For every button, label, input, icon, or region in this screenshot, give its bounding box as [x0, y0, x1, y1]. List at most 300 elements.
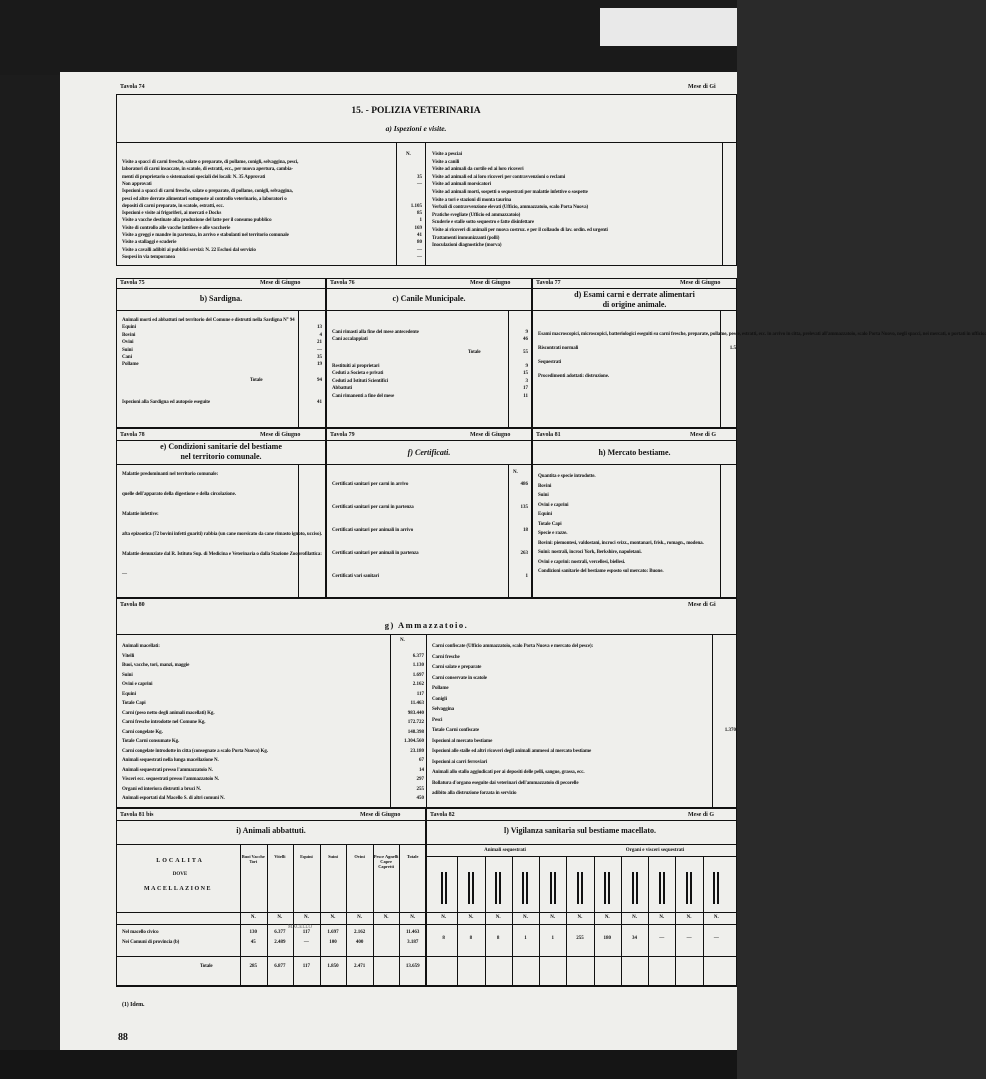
t79-col-n: N. [513, 470, 518, 475]
a-left-value: 1.105 [410, 203, 422, 209]
t82-mese: Mese di G [688, 812, 714, 818]
t80-right-value: 1.370 [724, 728, 736, 733]
t78-row: quelle dell'apparato della digestione e della circolazione. [122, 492, 236, 497]
t82-cell: 8 [496, 936, 500, 941]
t79-row: Certificati vari sanitari [332, 574, 379, 579]
t82-cell: — [686, 936, 692, 941]
t82-column-header-glyph [577, 872, 583, 904]
t78-title-1: e) Condizioni sanitarie del bestiame [160, 442, 282, 451]
t81-row: Ovini e caprini [538, 502, 569, 508]
t82-cell: 1 [524, 936, 527, 941]
section-a-title: a) Ispezioni e visite. [385, 124, 447, 133]
divider [116, 820, 737, 821]
a-right-row: Visite ad animali da cortile ed ai loro ricoveri [432, 167, 524, 173]
t77-title-2: di origine animale. [602, 300, 667, 309]
scan-light-patch [600, 8, 737, 46]
t81bis-cell: — [303, 940, 309, 945]
t80-right-row: Animali allo stallo aggiudicati per ai depositi delle pelli, sangue, grassa, ecc. [432, 770, 585, 775]
t81-row: Equini [538, 512, 552, 517]
a-right-row: Visite ad animali morsicatori [432, 182, 491, 188]
a-right-row: Trattamenti immunizzanti (polli) [432, 235, 500, 241]
t79-row: Certificati sanitari per animali in partenza [332, 551, 419, 556]
divider [390, 634, 391, 808]
t82-col-unit: N. [713, 915, 719, 920]
t76-title: c) Canile Municipale. [392, 294, 466, 303]
t75-value: 4 [319, 332, 322, 338]
t75-value: 35 [317, 355, 322, 360]
divider [720, 310, 721, 428]
t82-group-1: Animali sequestrati [484, 848, 526, 853]
t80-right-row: Selvaggina [432, 707, 455, 712]
t80-left-value: 148.398 [407, 729, 424, 735]
divider [426, 634, 427, 808]
t79-value: 263 [520, 551, 528, 556]
a-left-row: Visite a stallaggi e scuderie [122, 240, 177, 246]
t80-left-value: 255 [416, 786, 424, 792]
t82-column-header-glyph [495, 872, 501, 904]
divider [512, 856, 513, 986]
t80-right-row: Pesci [432, 717, 443, 723]
page-number: 88 [118, 1032, 128, 1043]
footnote: (1) Idem. [122, 1002, 145, 1008]
t80-left-row: Animali sequestrati nella lunga macellazione N. [122, 758, 219, 763]
t80-left-row: Totale Carni consumate Kg. [122, 739, 180, 744]
a-left-value: 169 [414, 225, 422, 231]
t81bis-row-label: Nel macello civico [122, 930, 159, 935]
divider [116, 310, 737, 311]
t75-title: b) Sardigna. [199, 294, 243, 303]
t80-left-row: Buoi, vacche, tori, manzi, maggie [122, 663, 190, 668]
t82-cell: 34 [632, 936, 638, 941]
t77-row: Sequestrati [538, 360, 562, 365]
divider [425, 142, 426, 266]
divider [426, 856, 737, 857]
divider [566, 856, 567, 986]
t76-b-row: Cani rimanenti a fine del mese [332, 393, 395, 399]
divider [298, 310, 299, 428]
t78-row: Malattie predominanti nel territorio comunale: [122, 472, 219, 477]
divider [508, 310, 509, 428]
t76-b-row: Ceduti ad Istituti Scientifici [332, 378, 389, 384]
t80-left-row: Suini [122, 672, 133, 678]
t81-row: Suini [538, 493, 549, 498]
divider [712, 634, 713, 808]
divider [539, 856, 540, 986]
t82-cell: 1 [551, 936, 554, 941]
divider [594, 856, 595, 986]
divider [508, 464, 509, 598]
t81bis-total-cell: 1.850 [327, 964, 339, 969]
t78-row: — [122, 572, 127, 577]
t82-tav: Tavola 82 [430, 812, 455, 818]
a-left-value: 41 [417, 233, 422, 238]
t80-left-row: Carni congelate Kg. [122, 729, 163, 735]
t80-left-value: 2.162 [412, 682, 424, 687]
t81bis-totale-label: Totale [200, 964, 213, 969]
t75-row: Ovini [122, 340, 134, 346]
t81bis-col-header: Suini [328, 854, 338, 859]
a-left-row: Visite a spacci di carni fresche, salate o preparate, di pollame, conigli, selvaggina, pesci, [122, 160, 299, 165]
t81-row: Specie e razze. [538, 531, 568, 536]
t80-left-value: 23.180 [410, 748, 424, 754]
t77-mese: Mese di Giugno [680, 280, 721, 286]
t78-mese: Mese di Giugno [260, 432, 301, 438]
t77-value: 1.5 [729, 346, 736, 351]
t81-title: h) Mercato bestiame. [598, 448, 671, 457]
t81bis-col-unit: N. [303, 915, 309, 920]
t81bis-col-unit: N. [330, 915, 336, 920]
t82-cell: — [713, 936, 719, 941]
main-title: 15. - POLIZIA VETERINARIA [351, 106, 481, 116]
t81bis-hdr-macellazione: MACELLAZIONE [143, 886, 212, 892]
a-left-value: 35 [417, 174, 422, 180]
t80-left-value: 14 [419, 767, 424, 773]
t80-right-row: Ispezioni al mercato bestiame [432, 738, 493, 744]
t82-column-header-glyph [713, 872, 719, 904]
t81bis-col-header: Vitelli [274, 854, 286, 859]
t80-left-row: Animali esportati dal Macello S. di altri comuni N. [122, 796, 225, 801]
t78-title-2: nel territorio comunale. [180, 452, 262, 461]
a-right-row: Visite a pesciai [432, 152, 462, 157]
a-right-row: Visite ad animali ed ai loro ricoveri per contravvenzioni o reclami [432, 174, 566, 180]
t80-left-value: 172.722 [407, 720, 424, 725]
a-left-row: Sospesi in via temporanea [122, 254, 175, 260]
t75-value: 19 [317, 362, 322, 368]
t76-b-value: 17 [523, 386, 528, 392]
t82-cell: 8 [469, 936, 473, 941]
t81bis-col-header: Totale [406, 854, 419, 859]
t77-row: Procedimenti adottati: distruzione. [538, 374, 609, 379]
t81bis-total-cell: 2.471 [353, 964, 366, 969]
t80-mese: Mese di Gi [688, 602, 716, 608]
divider [621, 856, 622, 986]
a-right-row: Visite ad animali morti, sospetti o sequestrati per malattie infettive o sospette [432, 190, 588, 195]
a-left-row: pesci ed altre derrate alimentari sottoposte al controllo veterinario, a laboratori o [122, 196, 287, 202]
t81bis-col-unit: N. [277, 915, 283, 920]
t81bis-hdr-dove: DOVE [172, 872, 188, 877]
t76-totale-label: Totale [468, 350, 481, 355]
t80-right-row: Carni fresche [432, 654, 460, 660]
a-left-value: 85 [417, 211, 422, 217]
t82-cell: — [659, 936, 665, 941]
t80-right-row: Pollame [432, 686, 449, 691]
divider [116, 288, 737, 289]
a-left-row: laboratori di carni insaccate, in scatole, di estratti, ecc., per nuova apertura, cambia- [122, 167, 293, 173]
t80-left-row: Animali sequestrati presso l'ammazzatoio N. [122, 767, 213, 773]
t80-right-row: Ispezioni alle stalle ed altri ricoveri degli animali ammessi al mercato bestiame [432, 749, 592, 754]
a-left-row: Visite a cavalli adibiti ai pubblici servizi: N. 22 Esclusi dal servizio [122, 247, 256, 253]
t75-row: Animali morti ed abbattuti nel territorio del Comune e distrutti nella Sardigna N° 94 [122, 318, 295, 323]
t75-mese: Mese di Giugno [260, 280, 301, 286]
t75-row: Cani [122, 355, 132, 360]
t81bis-col-unit: N. [357, 915, 362, 920]
t82-column-header-glyph [550, 872, 556, 904]
t82-col-unit: N. [441, 915, 447, 920]
scan-dark-border-left [0, 0, 60, 1079]
t82-col-unit: N. [577, 915, 583, 920]
t81bis-col-header: Pesce Agnelli Capre Capretti [373, 854, 399, 869]
a-col-n: N. [406, 152, 411, 157]
t81bis-hdr-localita: LOCALITA [156, 858, 204, 864]
divider [675, 856, 676, 986]
t80-title: g) Ammazzatoio. [384, 620, 469, 630]
t81bis-total-cell: 117 [302, 964, 311, 969]
t80-left-value: 1.130 [412, 663, 424, 668]
t80-left-value: 6.377 [412, 653, 424, 659]
t81-mese: Mese di G [690, 432, 716, 438]
t76-value: 46 [523, 337, 528, 343]
t80-right-row: Carni confiscate (Ufficio ammazzatoio, scalo Porta Nuova e mercato del pesce): [432, 644, 594, 649]
t80-left-row: Equini [122, 691, 136, 697]
t80-left-value: 1.304.560 [404, 739, 424, 744]
t79-value: 1 [525, 574, 528, 579]
t81bis-cell: 1.697 [327, 930, 339, 935]
t81-tav: Tavola 81 [536, 432, 561, 438]
a-left-value: 80 [417, 240, 422, 246]
document-page [60, 72, 986, 1062]
t75-row: Bovini [122, 332, 136, 338]
divider [116, 844, 737, 845]
t81bis-cell: 3.187 [407, 940, 419, 945]
divider [722, 142, 723, 266]
t82-column-header-glyph [686, 872, 692, 904]
t76-b-value: 11 [523, 393, 528, 399]
a-left-value: — [417, 181, 422, 187]
t80-right-row: Conigli [432, 696, 447, 702]
t80-left-value: 450 [416, 796, 424, 801]
t80-left-value: 67 [419, 758, 424, 763]
t75-row: Pollame [122, 362, 139, 368]
t77-row: Riscontrati normali [538, 346, 579, 351]
t82-col-unit: N. [550, 915, 556, 920]
t78-row: Malattie infettive: [122, 512, 159, 517]
t81bis-col-header: Equini [300, 854, 313, 859]
header-month: Mese di Gi [688, 84, 716, 90]
t80-right-row: adibito alla distruzione forzata in servizio [432, 791, 517, 796]
t81bis-total-cell: 13.659 [405, 964, 420, 969]
t79-value: 18 [523, 528, 528, 533]
t82-col-unit: N. [468, 915, 474, 920]
t81bis-cell: 45 [250, 940, 256, 945]
t81bis-col-header: Ovini [354, 854, 365, 859]
header-table-number: Tavola 74 [120, 84, 145, 90]
t75-ispezioni-label: Ispezioni alla Sardigna ed autopsie eseguite [122, 400, 210, 405]
t82-column-header-glyph [441, 872, 447, 904]
t81-row: Suini: nostrali, incroci York, Berkshire, napoletani. [538, 550, 642, 555]
t82-col-unit: N. [632, 915, 637, 920]
t82-group-2: Organi e visceri sequestrati [625, 848, 685, 853]
a-left-row: Ispezioni a spacci di carni fresche, salate o preparate, di pollame, conigli, selvaggina, [122, 189, 293, 195]
t80-left-row: Animali macellati: [122, 644, 160, 649]
t77-tav: Tavola 77 [536, 280, 561, 286]
t80-right-row: Totale Carni confiscate [432, 728, 479, 733]
t76-b-row: Ceduti a Societa e privati [332, 371, 384, 377]
t80-right-row: Carni conservate in scatole [432, 675, 487, 681]
t80-left-row: Carni fresche introdotte nel Comune Kg. [122, 720, 206, 725]
t76-tav: Tavola 76 [330, 280, 355, 286]
t82-cell: 255 [576, 936, 584, 941]
divider [116, 956, 426, 957]
t77-title-1: d) Esami carni e derrate alimentari [574, 290, 695, 299]
t80-right-row: Ispezioni ai carri ferroviari [432, 759, 488, 765]
t81-row: Totale Capi [538, 521, 562, 527]
divider [648, 856, 649, 986]
a-left-row: Ispezioni e visite ai frigoriferi, ai mercati e Docks [122, 211, 222, 217]
a-left-value: — [417, 254, 422, 260]
t79-mese: Mese di Giugno [470, 432, 511, 438]
divider [116, 440, 737, 441]
t82-col-unit: N. [495, 915, 501, 920]
divider [116, 142, 737, 143]
a-right-row: Pratiche svegliate (Ufficio ed ammazzatoio) [432, 212, 521, 218]
t81bis-cell: 11.463 [405, 930, 420, 935]
t79-title: f) Certificati. [407, 448, 451, 457]
t82-col-unit: N. [686, 915, 692, 920]
a-left-value: — [417, 247, 422, 253]
t81bis-cell: 6.377 [274, 930, 286, 935]
t81bis-cell: 400 [355, 940, 364, 945]
t79-value: 486 [520, 482, 528, 487]
t79-value: 135 [520, 505, 528, 510]
t76-b-value: 3 [525, 378, 528, 384]
a-right-row: Visite ai ricoveri di animali per nuova costruz. e per il collaudo di lav. ordin. ed urgenti [432, 228, 608, 233]
t82-column-header-glyph [632, 872, 638, 904]
t80-left-row: Carni congelate introdotte in citta (consegnate a scalo Porta Nuova) Kg. [122, 748, 268, 754]
t80-tav: Tavola 80 [120, 602, 145, 608]
a-left-row: Visite a greggi e mandre in partenza, in arrivo e stabulanti nel territorio comunale [122, 233, 289, 238]
t79-row: Certificati sanitari per carni in arrivo [332, 482, 409, 487]
t78-row: afta epizootica (72 bovini infetti guariti) rabbia (un cane morsicato da cane rimasto ignoto, ucciso). [122, 532, 323, 537]
t81bis-total-cell: 6.877 [274, 964, 286, 969]
divider [426, 912, 737, 913]
a-left-row: depositi di carni preparate, in scatole, estratti, ecc. [122, 203, 224, 209]
t81bis-cell: 100 [329, 940, 337, 945]
t80-left-row: Ovini e caprini [122, 682, 153, 687]
t78-tav: Tavola 78 [120, 432, 145, 438]
t82-column-header-glyph [659, 872, 665, 904]
t81bis-cell: 117 [302, 930, 311, 935]
t75-totale-label: Totale [250, 378, 263, 383]
t80-left-value: 983.440 [407, 710, 424, 716]
t81-row: Quantita e specie introdotte. [538, 474, 596, 479]
t82-title: l) Vigilanza sanitaria sul bestiame macellato. [504, 826, 656, 835]
a-left-value: 1 [419, 218, 422, 224]
t82-col-unit: N. [604, 915, 610, 920]
t76-row: Cani accalappiati [332, 337, 368, 343]
a-left-row: Non approvati [122, 181, 152, 187]
t77-row: Esami macroscopici, microscopici, batteriologici eseguiti su carni fresche, preparate, pollame, pesce, estratti, ecc. in arrivo in citta, prelevati all'ammazzatoio, scalo Porta Nuovo, negli spacci, nei mercati, o portati in ufficio: [538, 332, 986, 337]
divider [703, 856, 704, 986]
divider [396, 142, 397, 266]
t76-b-row: Abbattuti [332, 386, 352, 392]
t76-value: 9 [525, 330, 528, 335]
t79-tav: Tavola 79 [330, 432, 355, 438]
t81bis-mese: Mese di Giugno [360, 812, 401, 818]
t81-row: Bovini: piemontesi, valdostani, incroci svizz., montanari, frisk., romagn., modena. [538, 540, 704, 546]
t76-mese: Mese di Giugno [470, 280, 511, 286]
t81bis-cell: 2.489 [274, 940, 286, 945]
t76-row: Cani rimasti alla fine del mese antecedente [332, 330, 419, 335]
t75-value: 21 [317, 340, 322, 346]
t81bis-col-unit: N. [250, 915, 256, 920]
t81bis-cell: 2.162 [353, 930, 366, 935]
t82-cell: 8 [442, 936, 445, 941]
t75-tav: Tavola 75 [120, 280, 145, 286]
t81bis-col-unit: N. [383, 915, 389, 920]
t81bis-tav: Tavola 81 bis [120, 812, 154, 818]
divider [298, 464, 299, 598]
a-right-row: Verbali di contravvenzione elevati (Ufficio, ammazzatoio, scalo Porta Nuova) [432, 205, 589, 211]
t78-row: Malattie denunziate dal R. Istituto Sup. di Medicina e Veterinaria o dalla Stazione Zooprofilattica: [122, 552, 322, 557]
divider [720, 464, 721, 598]
t76-b-value: 9 [525, 364, 528, 369]
a-right-row: Inoculazioni diagnostiche (morva) [432, 243, 502, 249]
t82-cell: 180 [603, 936, 611, 941]
t80-col-n: N. [400, 638, 405, 643]
divider [426, 956, 737, 957]
t75-row: Suini [122, 347, 133, 353]
t80-left-value: 11.463 [410, 701, 424, 706]
t82-column-header-glyph [468, 872, 474, 904]
t80-left-row: Visceri ecc. sequestrati presso l'ammazzatoio N. [122, 777, 219, 782]
divider [485, 856, 486, 986]
t80-right-row: Bollatura d'organo eseguite dai veterinari dell'ammazzatoio di pecorelle [432, 780, 579, 786]
t81-row: Condizioni sanitarie del bestiame esposto sul mercato: Buone. [538, 569, 664, 574]
t81bis-total-cell: 285 [249, 964, 258, 969]
t79-row: Certificati sanitari per carni in partenza [332, 505, 414, 510]
t81bis-title: i) Animali abbattuti. [236, 826, 306, 835]
t82-col-unit: N. [523, 915, 528, 920]
a-left-row: Visite di controllo alle vacche lattifere e alle vaccherie [122, 225, 231, 231]
divider [426, 924, 737, 925]
a-right-row: Scuderie e stalle sotto sequestro e fatte disinfettare [432, 220, 535, 226]
divider [116, 986, 737, 987]
t75-ispezioni-value: 41 [317, 400, 322, 405]
t81bis-col-header: Buoi Vacche Tori [241, 854, 265, 864]
t75-value: 13 [317, 325, 322, 331]
t81bis-cell: 130 [249, 930, 258, 935]
t76-b-value: 15 [523, 371, 528, 377]
t80-left-value: 1.697 [412, 672, 424, 678]
t81-row: Bovini [538, 483, 552, 489]
t75-value: — [317, 347, 322, 353]
a-left-row: Visite a vacche destinate alla produzione del latte per il consumo pubblico [122, 218, 272, 224]
t79-row: Certificati sanitari per animali in arrivo [332, 528, 414, 533]
t80-left-row: Carni (peso netto degli animali macellati) Kg. [122, 710, 215, 716]
t81bis-col-unit: N. [410, 915, 416, 920]
t81bis-row-label: Nei Comuni di provincia (b) [122, 940, 180, 945]
a-right-row: Visite a tori e stazioni di monta taurina [432, 197, 512, 203]
t80-left-row: Organi ed interiora distrutti a bruci N. [122, 786, 201, 792]
t81-row: Ovini e caprini: nostrali, vercellesi, biellesi. [538, 559, 626, 565]
t82-column-header-glyph [522, 872, 528, 904]
t76-totale-value: 55 [523, 350, 528, 355]
t80-left-row: Totale Capi [122, 701, 146, 706]
t75-totale-value: 94 [317, 378, 322, 383]
a-left-row: menti di proprietario o sistemazioni speciali dei locali: N. 35 Approvati [122, 174, 266, 180]
scan-dark-border-bottom [0, 1050, 737, 1079]
t81bis-stamp: MACELLO [287, 925, 313, 930]
t75-row: Equini [122, 325, 136, 331]
t82-col-unit: N. [659, 915, 665, 920]
divider [457, 856, 458, 986]
t76-b-row: Restituiti ai proprietari [332, 364, 380, 369]
t82-column-header-glyph [604, 872, 610, 904]
t80-right-row: Carni salate e preparate [432, 665, 482, 670]
a-right-row: Visite a canili [432, 159, 460, 165]
divider [116, 912, 426, 913]
t80-left-value: 117 [416, 691, 424, 697]
